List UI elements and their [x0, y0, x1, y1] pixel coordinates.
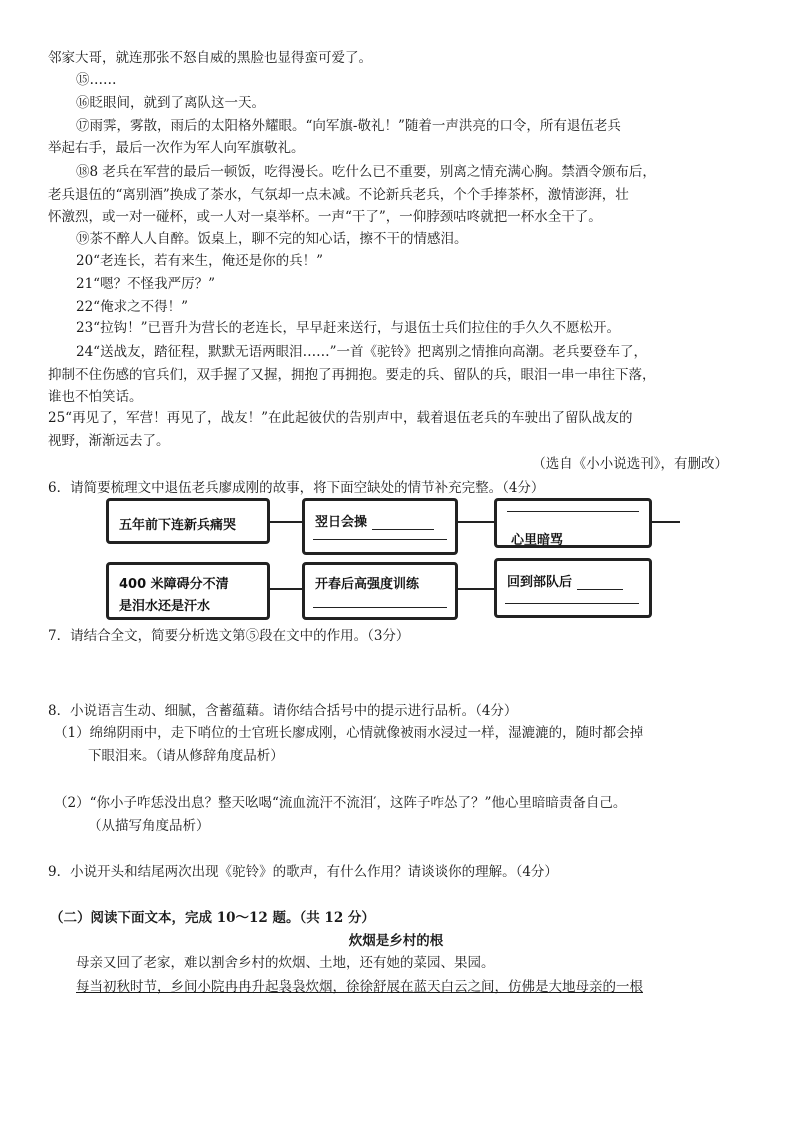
- story-paragraph: 22“俺求之不得！”: [76, 299, 188, 315]
- story-paragraph: 21“嗯？不怪我严厉？”: [76, 276, 215, 292]
- question-9: 9．小说开头和结尾两次出现《驼铃》的歌声，有什么作用？请谈谈你的理解。（4分）: [48, 864, 558, 880]
- question-8-1: 下眼泪来。（请从修辞角度品析）: [88, 748, 284, 764]
- article-paragraph: 每当初秋时节，乡间小院冉冉升起袅袅炊烟，徐徐舒展在蓝天白云之间，仿佛是大地母亲的一根: [76, 979, 643, 995]
- story-paragraph: 老兵退伍的“离别酒”换成了茶水，气氛却一点未减。不论新兵老兵，个个手捧茶杯，激情澎湃，壮: [48, 187, 629, 203]
- story-paragraph: 怀激烈，或一对一碰杯，或一人对一桌举杯。一声“干了”，一仰脖颈咕咚就把一杯水全干了。: [48, 209, 602, 225]
- story-paragraph: 谁也不怕笑话。: [48, 389, 143, 405]
- flow-box-2-text: 翌日会操: [315, 515, 368, 530]
- story-paragraph: 视野，渐渐远去了。: [48, 433, 170, 449]
- connector: [458, 521, 494, 523]
- story-paragraph: ⑲茶不醉人人自醉。饭桌上，聊不完的知心话，擦不干的情感泪。: [76, 231, 468, 247]
- story-paragraph: ⑯眨眼间，就到了离队这一天。: [76, 95, 265, 111]
- question-8-2: （2）“你小子咋恁没出息？整天吆喝“流血流汗不流泪′，这阵子咋怂了？”他心里暗暗责备自己。: [54, 795, 627, 811]
- story-paragraph: 25“再见了，军营！再见了，战友！”在此起彼伏的告别声中，载着退伍老兵的车驶出了留队战友的: [48, 410, 633, 426]
- flow-box-6: [494, 558, 652, 618]
- flow-box-3: [494, 498, 652, 548]
- question-6: 6．请简要梳理文中退伍老兵廖成刚的故事，将下面空缺处的情节补充完整。（4分）: [48, 480, 545, 496]
- section-heading: （二）阅读下面文本，完成 10～12 题。（共 12 分）: [50, 910, 375, 926]
- connector: [458, 588, 494, 590]
- flow-box-6-text: 回到部队后: [507, 575, 573, 590]
- flow-box-3-text: 心里暗骂: [511, 533, 564, 548]
- connector: [652, 521, 680, 523]
- flow-box-5-text: 开春后高强度训练: [315, 577, 420, 592]
- flow-box-4-text: 400 米障碍分不清: [119, 577, 229, 592]
- source-note: （选自《小小说选刊》，有删改）: [532, 456, 728, 472]
- question-8: 8．小说语言生动、细腻，含蓄蕴藉。请你结合括号中的提示进行品析。（4分）: [48, 703, 518, 719]
- answer-blank[interactable]: [505, 603, 639, 604]
- question-7: 7．请结合全文，简要分析选文第⑤段在文中的作用。（3分）: [48, 628, 410, 644]
- story-paragraph: ⑱8 老兵在军营的最后一顿饭，吃得漫长。吃什么已不重要，别离之情充满心胸。禁酒令颁布后，: [76, 164, 656, 180]
- story-paragraph: 抑制不住伤感的官兵们，双手握了又握，拥抱了再拥抱。要走的兵、留队的兵，眼泪一串一串往下落，: [48, 367, 656, 383]
- answer-blank[interactable]: [313, 607, 447, 608]
- article-title: 炊烟是乡村的根: [348, 933, 444, 949]
- question-8-1: （1）绵绵阴雨中，走下哨位的士官班长廖成刚，心情就像被雨水浸过一样，湿漉漉的，随时都会掉: [54, 725, 644, 741]
- answer-blank[interactable]: [507, 511, 639, 512]
- answer-blank[interactable]: [577, 589, 623, 590]
- flow-box-4: [106, 562, 270, 620]
- article-paragraph: 母亲又回了老家，难以割舍乡村的炊烟、土地，还有她的菜园、果园。: [76, 955, 495, 971]
- story-paragraph: 23“拉钩！”已晋升为营长的老连长，早早赶来送行，与退伍士兵们拉住的手久久不愿松开。: [76, 320, 620, 336]
- story-paragraph: 邻家大哥，就连那张不怒自威的黑脸也显得蛮可爱了。: [48, 50, 372, 66]
- flow-box-5: [302, 562, 458, 620]
- flow-box-4-text: 是泪水还是汗水: [119, 599, 211, 614]
- story-paragraph: 举起右手，最后一次作为军人向军旗敬礼。: [48, 140, 305, 156]
- flow-box-1-text: 五年前下连新兵痛哭: [119, 518, 237, 533]
- story-paragraph: 24“送战友，踏征程，默默无语两眼泪……”一首《驼铃》把离别之情推向高潮。老兵要登车了，: [76, 344, 647, 360]
- story-paragraph: ⑰雨霁，雾散，雨后的太阳格外耀眼。“向军旗-敬礼！”随着一声洪亮的口令，所有退伍老兵: [76, 118, 621, 134]
- answer-blank[interactable]: [313, 539, 447, 540]
- question-8-2: （从描写角度品析）: [88, 818, 210, 834]
- story-paragraph: 20“老连长，若有来生，俺还是你的兵！”: [76, 253, 323, 269]
- connector: [270, 521, 302, 523]
- connector: [270, 588, 302, 590]
- flow-box-2: [302, 498, 458, 555]
- answer-blank[interactable]: [372, 529, 434, 530]
- flow-box-1: [106, 498, 270, 544]
- story-paragraph: ⑮……: [76, 72, 117, 88]
